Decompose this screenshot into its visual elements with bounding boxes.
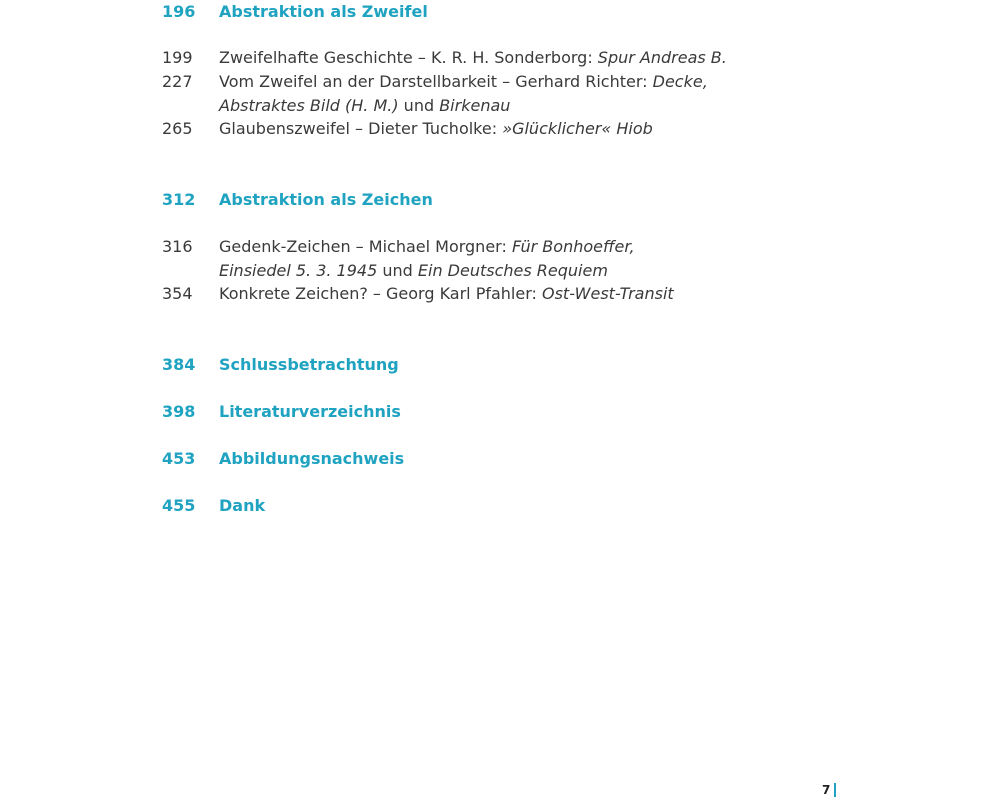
toc-entry-text: und <box>377 260 418 280</box>
toc-page-number: 398 <box>162 402 196 421</box>
toc-section-title: Schlussbetrachtung <box>219 355 399 374</box>
toc-section-title: Literaturverzeichnis <box>219 402 401 421</box>
toc-section-title: Abstraktion als Zeichen <box>219 190 433 209</box>
toc-page-number: 453 <box>162 449 196 468</box>
toc-page-number: 227 <box>162 72 193 91</box>
toc-page-number: 455 <box>162 496 196 515</box>
toc-page-number: 196 <box>162 2 196 21</box>
toc-entry-text: und <box>398 95 440 115</box>
toc-page-number: 316 <box>162 237 193 256</box>
toc-entry-work-title: Für Bonhoeffer, <box>511 237 635 256</box>
toc-entry-work-title: Spur Andreas B. <box>597 48 727 67</box>
toc-entry-title <box>219 70 779 117</box>
page-number: 7 <box>822 783 831 797</box>
toc-entry-work-title: Birkenau <box>439 95 511 115</box>
toc-page-number: 265 <box>162 119 193 138</box>
toc-entry-work-title: »Glücklicher« Hiob <box>502 119 653 138</box>
toc-entry-text: Gedenk-Zeichen – Michael Morgner: <box>219 237 512 256</box>
toc-section-title: Abbildungsnachweis <box>219 449 405 468</box>
toc-entry-title <box>219 46 779 70</box>
toc-entry-text: Konkrete Zeichen? – Georg Karl Pfahler: <box>219 284 542 303</box>
toc-entry-title <box>219 117 779 141</box>
toc-entry-work-title: Ost-West-Transit <box>541 284 674 303</box>
toc-entry-title <box>219 235 779 282</box>
toc-section-title: Dank <box>219 496 266 515</box>
toc-entry-work-title: Einsiedel 5. 3. 1945 <box>219 260 378 280</box>
toc-page-number: 384 <box>162 355 196 374</box>
toc-entry-work-title: Decke, <box>652 72 708 91</box>
toc-page-number: 199 <box>162 48 193 67</box>
page-number-bar <box>834 783 836 797</box>
toc-section-title: Abstraktion als Zweifel <box>219 2 428 21</box>
toc-entry-work-title: Abstraktes Bild (H. M.) <box>219 95 399 115</box>
toc-entry-text: Vom Zweifel an der Darstellbarkeit – Gerhard Richter: <box>219 72 653 91</box>
toc-entry-text: Glaubenszweifel – Dieter Tucholke: <box>219 119 503 138</box>
toc-page-number: 312 <box>162 190 196 209</box>
toc-entry-text: Zweifelhafte Geschichte – K. R. H. Sonderborg: <box>219 48 598 67</box>
toc-entry-work-title: Ein Deutsches Requiem <box>417 260 608 280</box>
toc-entry-title <box>219 282 779 306</box>
toc-page-number: 354 <box>162 284 193 303</box>
